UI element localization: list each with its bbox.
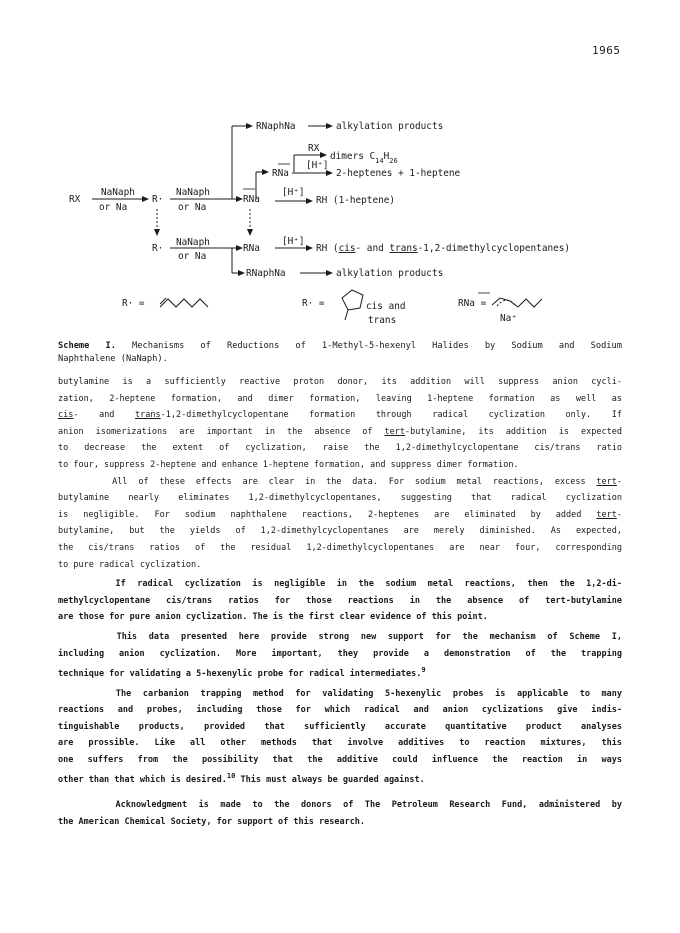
scheme-proton-1: [H⁺] — [306, 160, 329, 171]
text-line: butylamine nearly eliminates 1,2-dimethylcyclopentanes, suggesting that radical cyclization — [58, 493, 622, 504]
paragraph-2 — [58, 474, 622, 574]
scheme-rc-radical: R· — [152, 243, 164, 254]
scheme-nanaph-2: NaNaph — [176, 187, 210, 198]
scheme-or-na-1: or Na — [99, 202, 128, 213]
scheme-or-na-2: or Na — [178, 202, 207, 213]
caption-line2: Naphthalene (NaNaph). — [58, 353, 168, 364]
text-line: the American Chemical Society, for support of this research. — [58, 816, 366, 827]
scheme-nanaph-3: NaNaph — [176, 237, 210, 248]
scheme-rna: RNa — [243, 194, 260, 205]
scheme-rx-small: RX — [308, 143, 320, 154]
text-line: including anion cyclization. More important, they provide a demonstration of the trapping — [58, 648, 622, 659]
text-line: are those for pure anion cyclization. The is the first clear evidence of this point. — [58, 612, 488, 623]
scheme-caption — [58, 340, 622, 366]
text-line: zation, 2-heptene formation, and dimer formation, leaving 1-heptene formation as well as — [58, 393, 622, 404]
text-line: tinguishable products, provided that sufficiently accurate quantitative product analyses — [58, 721, 622, 732]
scheme-trans: trans — [368, 315, 397, 326]
text-line: The carbanion trapping method for validating 5-hexenylic probes is applicable to many — [115, 688, 623, 699]
text-line: butylamine is a sufficiently reactive proton donor, its addition will suppress anion cycli- — [58, 377, 622, 387]
text-line: other than that which is desired.$^{10}$ This must always be guarded against. — [58, 771, 425, 786]
body-text — [58, 374, 622, 830]
page-number: 1965 — [592, 44, 621, 57]
scheme-def-rc: R· = — [302, 298, 325, 309]
ack-label: Acknowledgment — [115, 799, 188, 810]
scheme-def-rna: RNa = — [458, 298, 487, 309]
text-line: to pure radical cyclization. — [58, 559, 202, 570]
text-line: methylcyclopentane cis/trans ratios for those reactions in the absence of tert-butylamine — [58, 595, 622, 606]
scheme-proton-3: [H⁺] — [282, 236, 305, 247]
text-line: This data presented here provide strong new support for the mechanism of Scheme I, — [116, 631, 622, 642]
caption-label: Scheme I. — [58, 341, 116, 351]
text-line: are prossible. Like all other methods that involve additives to reaction mixtures, this — [58, 738, 622, 749]
reaction-scheme — [60, 105, 640, 335]
scheme-alkylation-top: alkylation products — [336, 121, 444, 132]
scheme-heptenes: 2-heptenes + 1-heptene — [336, 168, 461, 179]
text-line: Acknowledgment is made to the donors of The Petroleum Research Fund, administered by — [115, 799, 622, 810]
scheme-rna-bar: RNa — [272, 168, 289, 179]
text-line: to decrease the extent of cyclization, raise the 1,2-dimethylcyclopentane cis/trans ratio — [58, 443, 622, 454]
paragraph-1 — [58, 374, 622, 474]
paragraph-4 — [58, 629, 622, 683]
paragraph-3 — [58, 576, 622, 626]
scheme-rcna: RNa — [243, 243, 260, 254]
scheme-rh-cyclo: RH (cis- and trans-1,2-dimethylcyclopentanes) — [316, 243, 571, 254]
acknowledgment — [58, 797, 622, 830]
scheme-na-plus: Na⁺ — [500, 313, 517, 324]
scheme-cis-and: cis and — [366, 301, 406, 312]
text-line: anion isomerizations are important in the absence of tert-butylamine, its addition is expected — [58, 426, 622, 437]
scheme-rnaphna-bottom: RNaphNa — [246, 268, 286, 279]
paragraph-5 — [58, 686, 622, 789]
footnote-ref: 10 — [226, 771, 236, 781]
text-line: butylamine, but the yields of 1,2-dimethylcyclopentanes are merely diminished. As expected, — [58, 526, 622, 537]
text-line: All of these effects are clear in the data. For sodium metal reactions, excess tert- — [112, 476, 623, 487]
scheme-nanaph-1: NaNaph — [101, 187, 135, 198]
scheme-proton-2: [H⁺] — [282, 187, 305, 198]
text-line: technique for validating a 5-hexenylic probe for radical intermediates.$^9$ — [58, 665, 426, 679]
footnote-ref: 9 — [421, 665, 426, 675]
scheme-rnaphna-top: RNaphNa — [256, 121, 296, 132]
scheme-alkylation-bottom: alkylation products — [336, 268, 444, 279]
text-line: to four, suppress 2-heptene and enhance 1-heptene formation, and suppress dimer formation. — [58, 459, 519, 470]
caption-line1: Mechanisms of Reductions of 1-Methyl-5-hexenyl Halides by Sodium and Sodium — [132, 341, 623, 351]
scheme-dimers: dimers $C_{14}H_{26}$ — [330, 151, 398, 165]
text-line: reactions and probes, including those for which radical and anion cyclizations give indis- — [58, 705, 622, 716]
text-line: If radical cyclization is negligible in the sodium metal reactions, then the 1,2-di- — [115, 579, 622, 590]
scheme-r-radical: R· — [152, 194, 164, 205]
text-line: the cis/trans ratios of the residual 1,2-dimethylcyclopentanes are near four, corresponding — [58, 542, 622, 553]
scheme-rh-heptene: RH (1-heptene) — [316, 195, 396, 206]
scheme-rx: RX — [69, 194, 81, 205]
text-line: is negligible. For sodium naphthalene reactions, 2-heptenes are eliminated by added tert- — [58, 509, 622, 520]
scheme-or-na-3: or Na — [178, 251, 207, 262]
scheme-def-r: R· = — [122, 298, 145, 309]
text-line: cis- and trans-1,2-dimethylcyclopentane formation through radical cyclization only. If — [58, 410, 622, 421]
text-line: one suffers from the possibility that the additive could influence the reaction in ways — [58, 754, 622, 765]
